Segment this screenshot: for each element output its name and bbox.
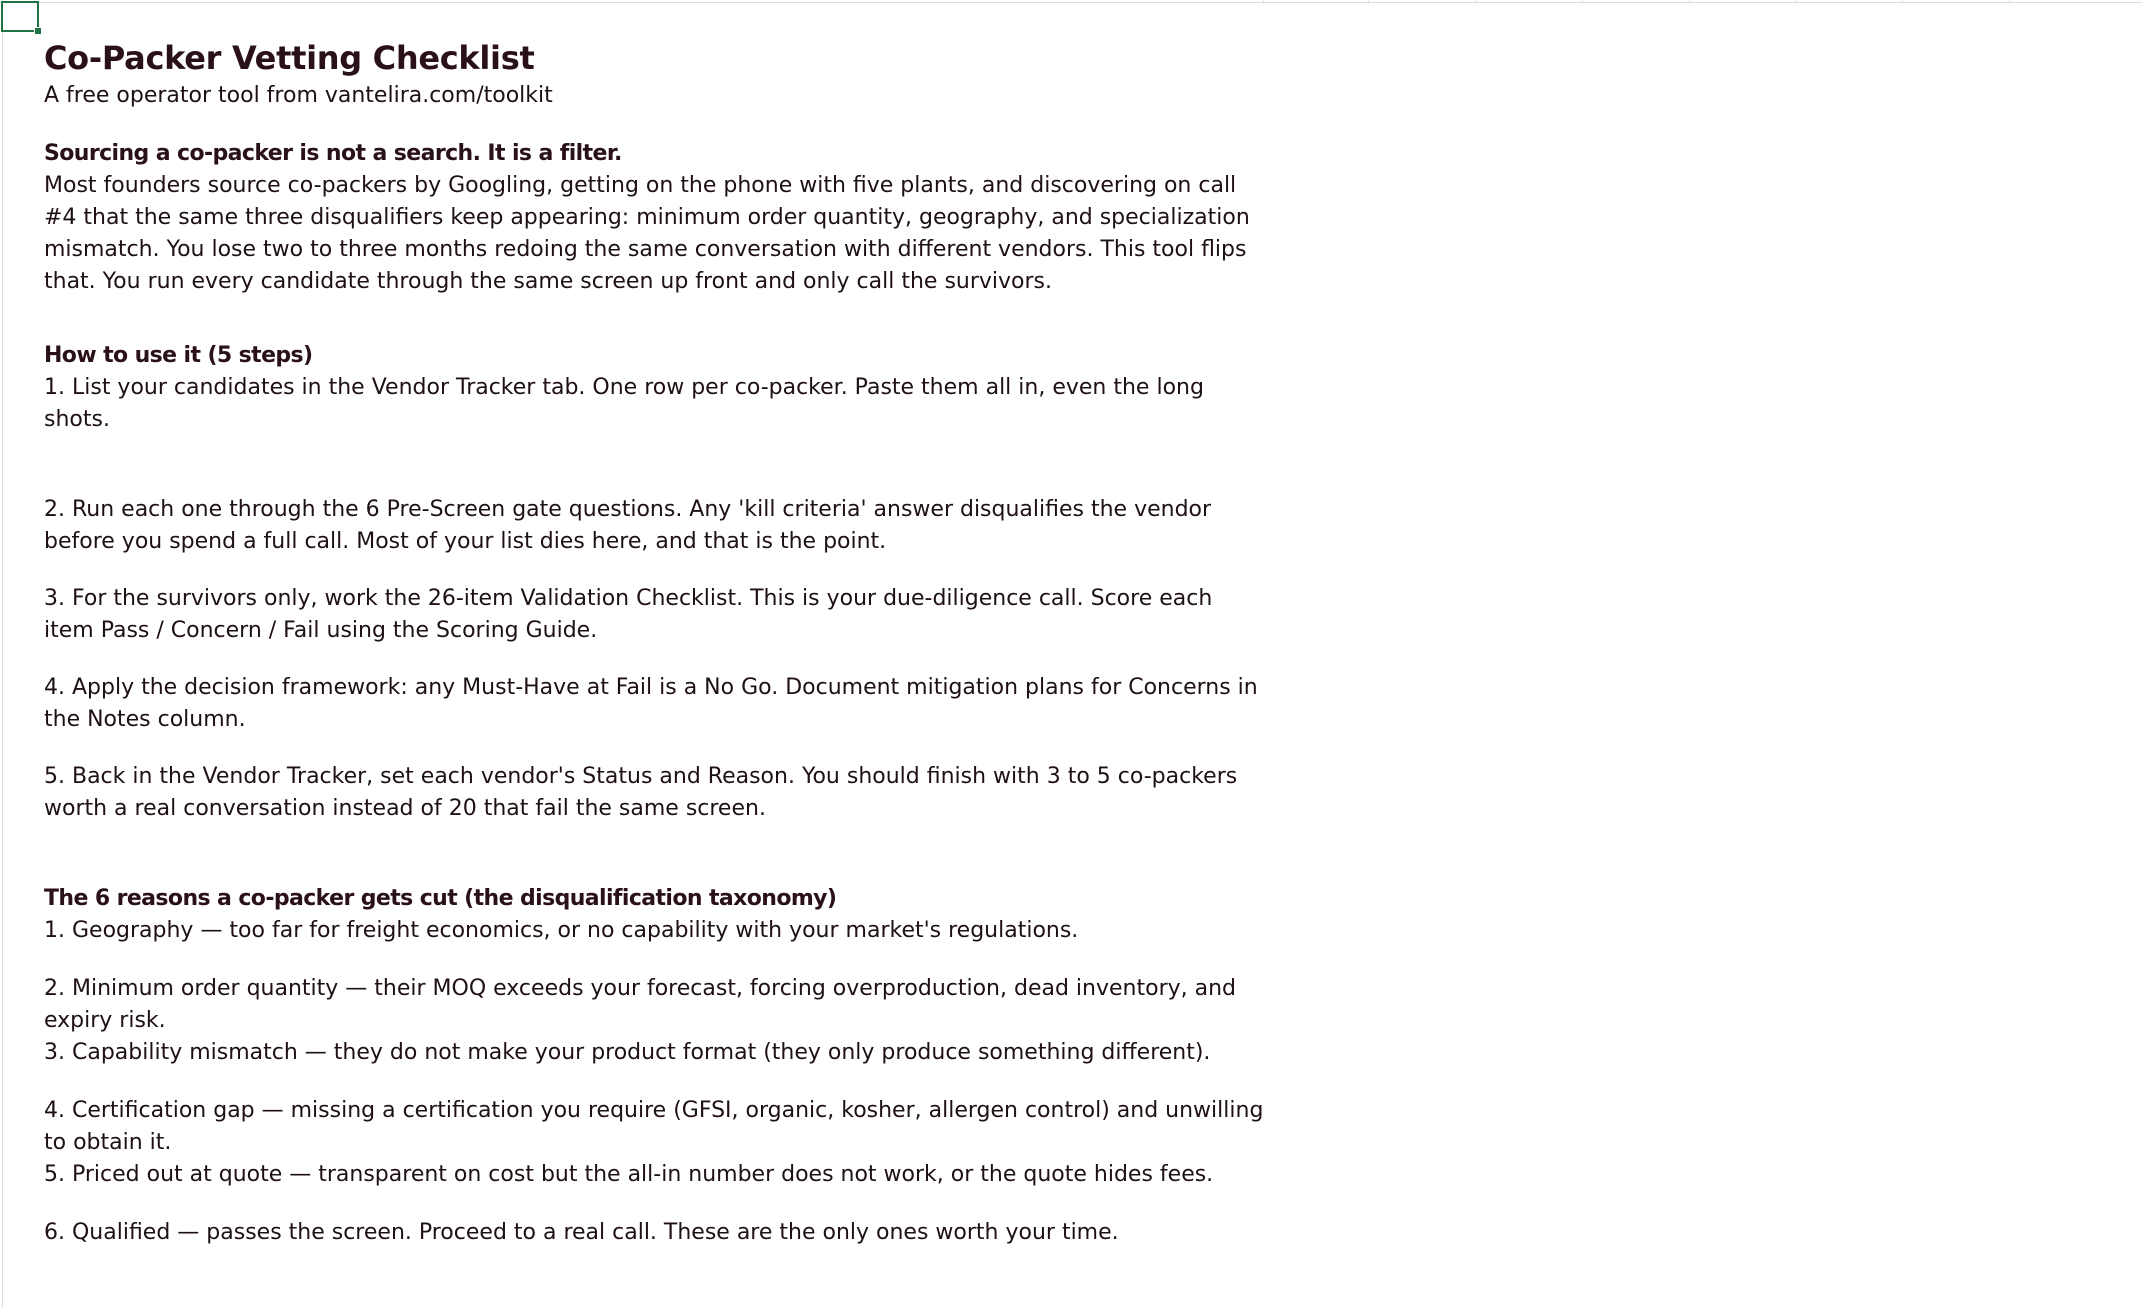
- column-divider: [1263, 0, 1264, 4]
- fill-handle[interactable]: [34, 27, 42, 35]
- howto-step-5[interactable]: 5. Back in the Vendor Tracker, set each vendor's Status and Reason. You should finish with 3 to 5 co-packers worth a real conversation instead of 20 that fail the same screen.: [44, 764, 1238, 821]
- howto-step-3[interactable]: 3. For the survivors only, work the 26-item Validation Checklist. This is your due-diligence call. Score each item Pass / Concern / Fail using the Scoring Guide.: [44, 586, 1213, 643]
- column-divider: [1368, 0, 1369, 4]
- reason-item-2[interactable]: 2. Minimum order quantity — their MOQ exceeds your forecast, forcing overproduction, dead inventory, and expiry risk.: [44, 976, 1237, 1033]
- column-divider: [1582, 0, 1583, 4]
- reason-item-6[interactable]: 6. Qualified — passes the screen. Proceed to a real call. These are the only ones worth your time.: [44, 1220, 1119, 1245]
- column-divider: [1475, 0, 1476, 4]
- howto-step-4[interactable]: 4. Apply the decision framework: any Must-Have at Fail is a No Go. Document mitigation plans for Concerns in the Notes column.: [44, 675, 1258, 732]
- column-divider: [1689, 0, 1690, 4]
- column-divider: [1902, 0, 1903, 4]
- reason-item-5[interactable]: 5. Priced out at quote — transparent on cost but the all-in number does not work, or the quote hides fees.: [44, 1162, 1214, 1187]
- howto-heading[interactable]: How to use it (5 steps): [44, 343, 313, 368]
- column-divider: [2009, 0, 2010, 4]
- left-gridline: [2, 0, 3, 1308]
- sheet-content: [44, 36, 1264, 1249]
- intro-heading[interactable]: Sourcing a co-packer is not a search. It is a filter.: [44, 141, 622, 166]
- top-gridline: [0, 2, 2142, 3]
- howto-step-2[interactable]: 2. Run each one through the 6 Pre-Screen gate questions. Any 'kill criteria' answer disqualifies the vendor before you spend a full call. Most of your list dies here, and that is the point.: [44, 497, 1212, 554]
- intro-body[interactable]: Most founders source co-packers by Googling, getting on the phone with five plants, and discovering on call #4 that the same three disqualifiers keep appearing: minimum order quantity, geography, and specialization mismatch. You lose two to three months redoing the same conversation with different vendors. This tool flips that. You run every candidate through the same screen up front and only call the survivors.: [44, 173, 1250, 294]
- page-title[interactable]: Co-Packer Vetting Checklist: [44, 39, 535, 77]
- column-divider: [1795, 0, 1796, 4]
- howto-step-1[interactable]: 1. List your candidates in the Vendor Tracker tab. One row per co-packer. Paste them all in, even the long shots.: [44, 375, 1204, 432]
- page-subtitle[interactable]: A free operator tool from vantelira.com/toolkit: [44, 83, 553, 108]
- reason-item-1[interactable]: 1. Geography — too far for freight economics, or no capability with your market's regulations.: [44, 918, 1079, 943]
- reason-item-3[interactable]: 3. Capability mismatch — they do not make your product format (they only produce something different).: [44, 1040, 1211, 1065]
- reason-item-4[interactable]: 4. Certification gap — missing a certification you require (GFSI, organic, kosher, allergen control) and unwilling to obtain it.: [44, 1098, 1264, 1155]
- reasons-heading[interactable]: The 6 reasons a co-packer gets cut (the disqualification taxonomy): [44, 886, 837, 911]
